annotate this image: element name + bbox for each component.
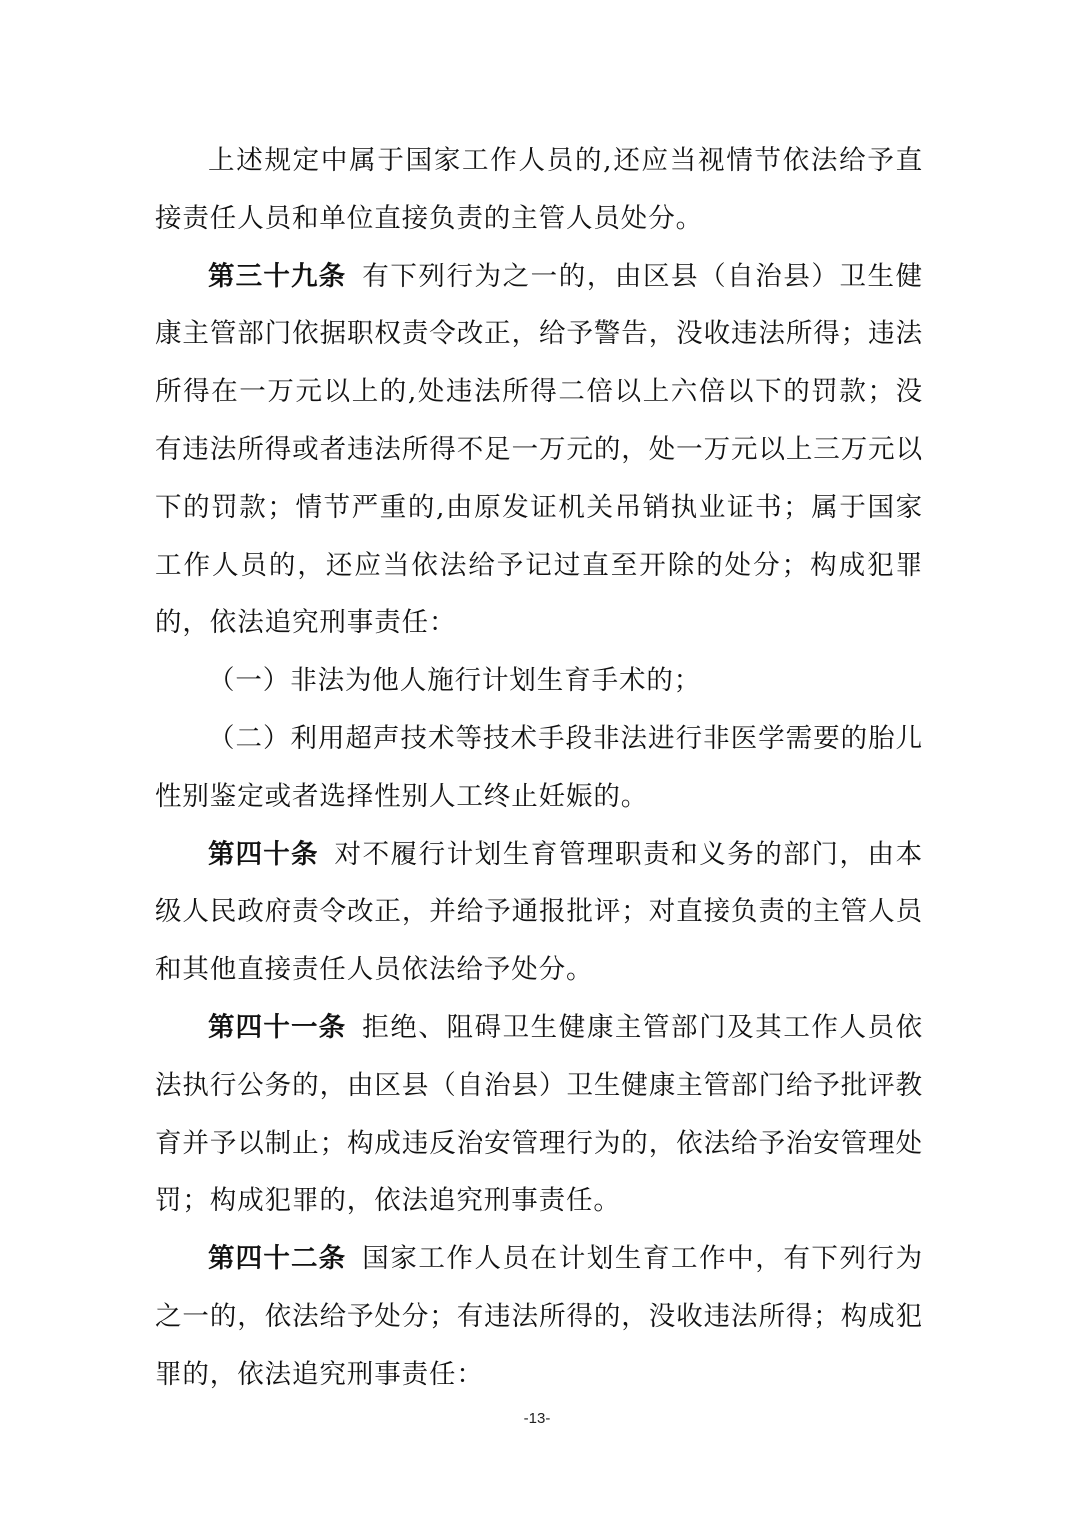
article-39-text: 有下列行为之一的，由区县（自治县）卫生健康主管部门依据职权责令改正，给予警告，没收违法所得；违法所得在一万元以上的,处违法所得二倍以上六倍以下的罚款；没有违法所得或者违法所得不足一万元的，处一万元以上三万元以下的罚款；情节严重的,由原发证机关吊销执业证书；属于国家工作人员的，还应当依法给予记过直至开除的处分；构成犯罪的，依法追究刑事责任： [155, 260, 924, 639]
article-40-heading: 第四十条 [208, 838, 319, 870]
article-40-text: 对不履行计划生育管理职责和义务的部门，由本级人民政府责令改正，并给予通报批评；对直接负责的主管人员和其他直接责任人员依法给予处分。 [155, 838, 924, 986]
article-39-heading: 第三十九条 [208, 260, 347, 292]
article-39 [155, 248, 923, 653]
article-40 [155, 826, 923, 999]
article-39-item-2-text: （二）利用超声技术等技术手段非法进行非医学需要的胎儿性别鉴定或者选择性别人工终止妊娠的。 [155, 722, 923, 812]
article-41-heading: 第四十一条 [208, 1011, 347, 1043]
article-39-item-1 [155, 652, 923, 710]
page-body [155, 132, 923, 1404]
article-39-item-1-text: （一）非法为他人施行计划生育手术的； [208, 665, 702, 697]
article-39-item-2 [155, 710, 923, 826]
article-42 [155, 1230, 923, 1403]
article-41-text: 拒绝、阻碍卫生健康主管部门及其工作人员依法执行公务的，由区县（自治县）卫生健康主管部门给予批评教育并予以制止；构成违反治安管理行为的，依法给予治安管理处罚；构成犯罪的，依法追究刑事责任。 [155, 1011, 924, 1217]
paragraph-1-text: 上述规定中属于国家工作人员的,还应当视情节依法给予直接责任人员和单位直接负责的主管人员处分。 [155, 145, 923, 234]
article-42-heading: 第四十二条 [208, 1243, 347, 1275]
article-42-text: 国家工作人员在计划生育工作中，有下列行为之一的，依法给予处分；有违法所得的，没收违法所得；构成犯罪的，依法追究刑事责任： [155, 1243, 924, 1390]
article-41 [155, 999, 923, 1230]
paragraph-1 [155, 132, 923, 248]
page-number: -13- [523, 1410, 551, 1427]
